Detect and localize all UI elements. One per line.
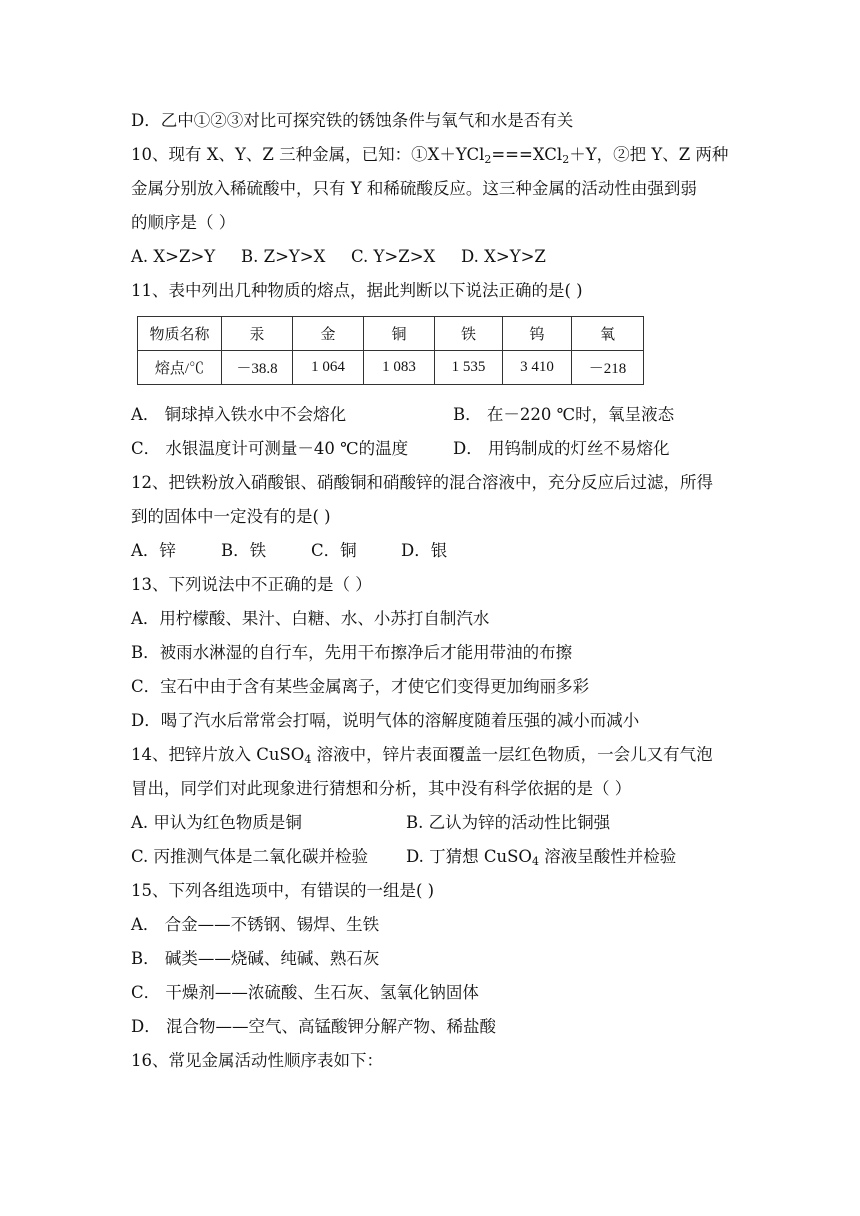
- q12-option-b: B．铁: [221, 541, 267, 560]
- q11-option-a: A． 铜球掉入铁水中不会熔化: [131, 405, 347, 424]
- q13-option-d: D．喝了汽水后常常会打嗝，说明气体的溶解度随着压强的减小而减小: [131, 711, 640, 730]
- q15-option-b: B． 碱类——烧碱、纯碱、熟石灰: [131, 949, 380, 968]
- q13-stem: 13、下列说法中不正确的是（ ）: [131, 575, 372, 594]
- q15-option-a: A． 合金——不锈钢、锡焊、生铁: [131, 915, 380, 934]
- q13-option-a: A．用柠檬酸、果汁、白糖、水、小苏打自制汽水: [131, 609, 490, 628]
- table-cell: 1 535: [435, 351, 503, 385]
- table-cell: －38.8: [222, 351, 293, 385]
- q14-option-b: B. 乙认为锌的活动性比铜强: [406, 813, 611, 832]
- q10-sub-1: 2: [484, 153, 492, 166]
- q10-sub-2: 2: [562, 153, 570, 166]
- q14-d-sub: 4: [531, 855, 539, 868]
- table-cell: 铜: [364, 317, 435, 351]
- q14-text-a: 14、把锌片放入 CuSO: [131, 745, 305, 764]
- q11-option-d: D． 用钨制成的灯丝不易熔化: [453, 439, 670, 458]
- q9-option-d: D．乙中①②③对比可探究铁的锈蚀条件与氧气和水是否有关: [131, 111, 574, 130]
- q14-d-text-b: 溶液呈酸性并检验: [538, 847, 677, 866]
- q12-option-d: D．银: [401, 541, 448, 560]
- table-cell: 汞: [222, 317, 293, 351]
- table-cell: 钨: [503, 317, 572, 351]
- q10-text-a: 10、现有 X、Y、Z 三种金属，已知：①X＋YCl: [131, 145, 485, 164]
- q14-text-b: 溶液中，锌片表面覆盖一层红色物质，一会儿又有气泡: [311, 745, 713, 764]
- q14-stem-line1: [131, 744, 713, 766]
- q14-stem-line2: 冒出，同学们对此现象进行猜想和分析，其中没有科学依据的是（ ）: [131, 779, 632, 798]
- q13-option-b: B．被雨水淋湿的自行车，先用干布擦净后才能用带油的布擦: [131, 643, 573, 662]
- table-cell: 氧: [572, 317, 644, 351]
- q12-stem-line2: 到的固体中一定没有的是( ): [131, 507, 331, 526]
- q16-stem: 16、常见金属活动性顺序表如下：: [131, 1051, 383, 1070]
- table-row: [138, 351, 644, 385]
- melting-point-table: [137, 316, 644, 385]
- q10-text-c: ＋Y，②把 Y、Z 两种: [569, 145, 729, 164]
- q10-stem-line3: 的顺序是（ ）: [131, 213, 236, 232]
- q10-option-b: B. Z>Y>X: [241, 247, 326, 266]
- table-cell: －218: [572, 351, 644, 385]
- q13-option-c: C．宝石中由于含有某些金属离子，才使它们变得更加绚丽多彩: [131, 677, 590, 696]
- q15-stem: 15、下列各组选项中，有错误的一组是( ): [131, 881, 435, 900]
- q12-option-c: C．铜: [311, 541, 357, 560]
- q14-d-text-a: D. 丁猜想 CuSO: [406, 847, 532, 866]
- q15-option-c: C． 干燥剂——浓硫酸、生石灰、氢氧化钠固体: [131, 983, 479, 1002]
- q12-stem-line1: 12、把铁粉放入硝酸银、硝酸铜和硝酸锌的混合溶液中，充分反应后过滤，所得: [131, 473, 713, 492]
- q10-option-a: A. X>Z>Y: [131, 247, 216, 266]
- q10-option-d: D. X>Y>Z: [461, 247, 546, 266]
- q12-options: [131, 540, 447, 562]
- q11-option-c: C． 水银温度计可测量－40 ℃的温度: [131, 439, 409, 458]
- q14-sub: 4: [304, 753, 312, 766]
- table-cell: 金: [293, 317, 364, 351]
- table-cell: 熔点/℃: [138, 351, 222, 385]
- q10-text-b: ===XCl: [491, 145, 563, 164]
- q14-option-a: A. 甲认为红色物质是铜: [131, 813, 302, 832]
- q10-stem-line2: 金属分别放入稀硫酸中，只有 Y 和稀硫酸反应。这三种金属的活动性由强到弱: [131, 179, 697, 198]
- q15-option-d: D． 混合物——空气、高锰酸钾分解产物、稀盐酸: [131, 1017, 496, 1036]
- q10-stem-line1: [131, 144, 728, 166]
- q14-option-c: C. 丙推测气体是二氧化碳并检验: [131, 847, 369, 866]
- q14-option-d: [406, 846, 676, 868]
- table-cell: 物质名称: [138, 317, 222, 351]
- q11-stem: 11、表中列出几种物质的熔点，据此判断以下说法正确的是( ): [131, 281, 583, 300]
- q10-options: [131, 246, 546, 268]
- table-cell: 3 410: [503, 351, 572, 385]
- table-cell: 铁: [435, 317, 503, 351]
- q10-option-c: C. Y>Z>X: [351, 247, 436, 266]
- q12-option-a: A．锌: [131, 541, 176, 560]
- table-cell: 1 083: [364, 351, 435, 385]
- q11-option-b: B． 在－220 ℃时，氧呈液态: [453, 405, 675, 424]
- table-cell: 1 064: [293, 351, 364, 385]
- table-header-row: [138, 317, 644, 351]
